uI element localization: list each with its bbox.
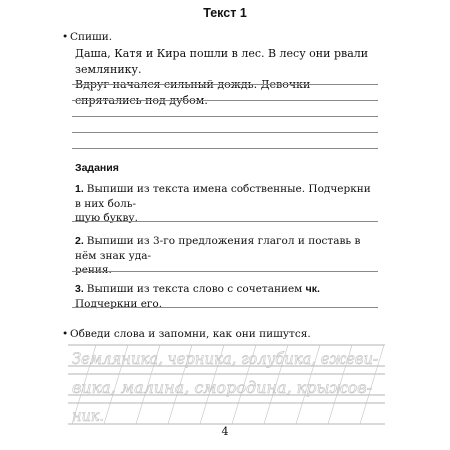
trace-line-2[interactable]: вика, малина, смородина, крыжов- bbox=[72, 378, 372, 397]
task-1-text-continued: шую букву. bbox=[75, 212, 138, 224]
task-1-text: Выпиши из текста имена собственные. Подчеркни в них боль- bbox=[75, 183, 371, 210]
copybook-instruction-text: Обведи слова и запомни, как они пишутся. bbox=[70, 328, 311, 340]
bullet-icon: • bbox=[62, 31, 69, 43]
task-3-number: 3. bbox=[75, 283, 84, 295]
trace-line-3[interactable]: ник. bbox=[72, 406, 104, 425]
page-number: 4 bbox=[221, 425, 229, 438]
copy-text-line-2: Вдруг начался сильный дождь. Девочки спрятались под дубом. bbox=[75, 78, 311, 107]
task-2-text-continued: рения. bbox=[75, 264, 112, 276]
task-3-text-end: Подчеркни его. bbox=[75, 297, 163, 310]
task-2-text: Выпиши из 3-го предложения глагол и поставь в нём знак уда- bbox=[75, 235, 361, 262]
task-3-bold: чк. bbox=[305, 283, 320, 295]
page-title: Текст 1 bbox=[203, 6, 247, 20]
task-2-number: 2. bbox=[75, 235, 84, 247]
task-1-number: 1. bbox=[75, 183, 84, 195]
task-3-text: Выпиши из текста слово с сочетанием bbox=[86, 283, 306, 295]
copy-instruction-text: Спиши. bbox=[70, 31, 113, 43]
bullet-icon: • bbox=[62, 328, 69, 340]
trace-line-1[interactable]: Земляника, черника, голубика, ежеви- bbox=[72, 349, 378, 368]
copy-text-line-1: Даша, Катя и Кира пошли в лес. В лесу они рвали землянику. bbox=[75, 47, 369, 76]
tasks-heading: Задания bbox=[75, 162, 119, 174]
